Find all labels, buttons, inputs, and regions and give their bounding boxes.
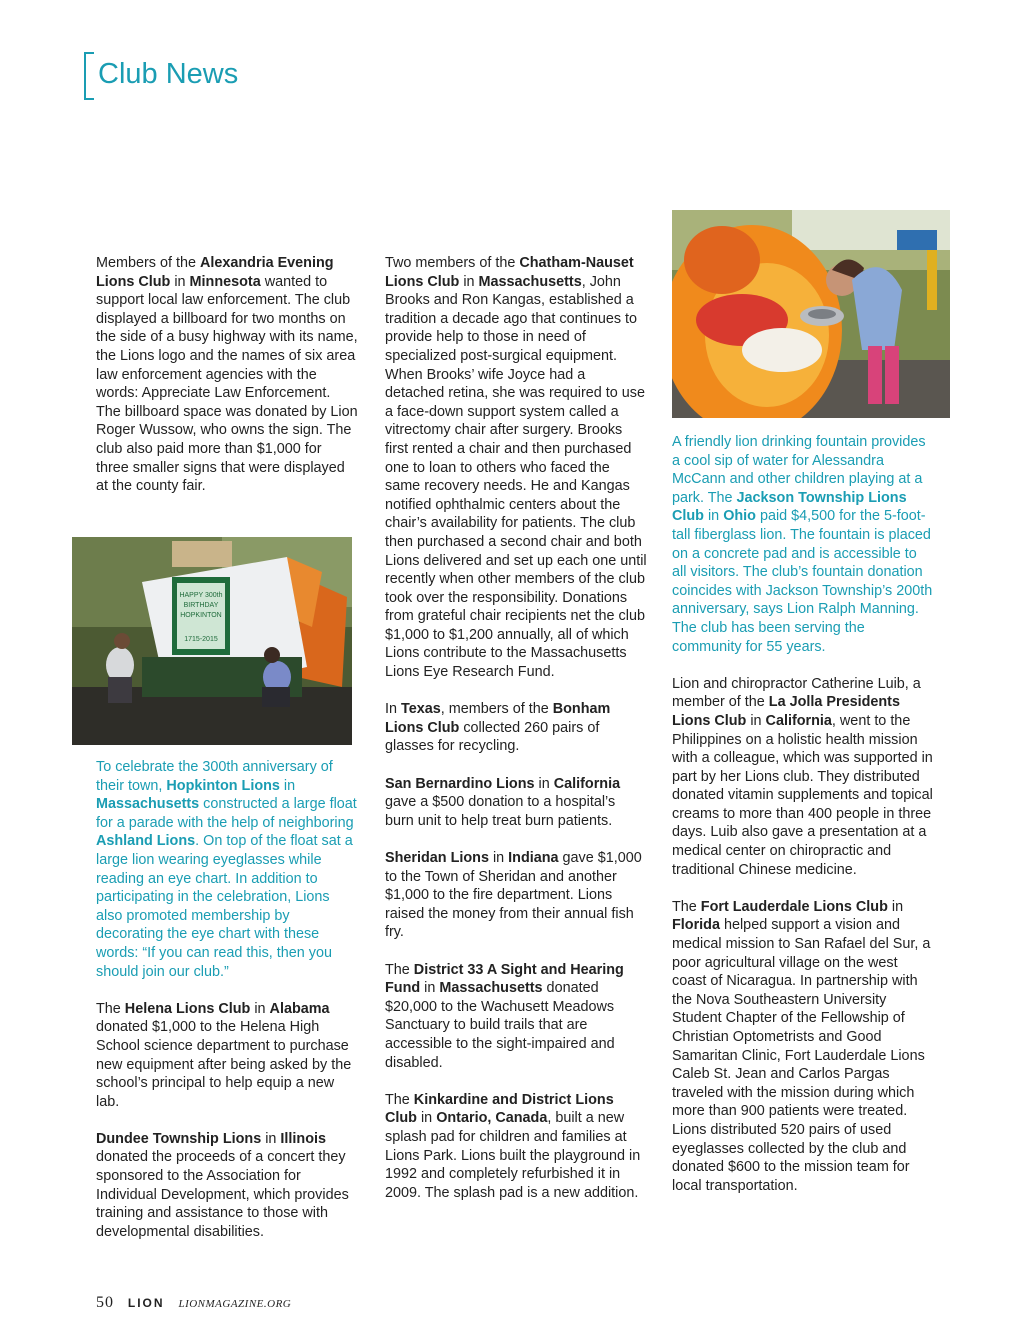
story-san-bernardino: San Bernardino Lions in California gave a $500 donation to a hospital’s burn unit to help treat burn patients. xyxy=(385,775,621,829)
header-bracket xyxy=(84,52,94,100)
page-title: Club News xyxy=(98,58,239,90)
magazine-name: LION xyxy=(127,1296,165,1310)
sign-line-2: BIRTHDAY xyxy=(183,602,219,609)
story-fort-lauderdale: The Fort Lauderdale Lions Club in Florida helped support a vision and medical mission to San Rafael del Sur, a poor agricultural village on the west coast of Nicaragua. In partnership with the Nova Southeastern University Student Chapter of the Fellowship of Christian Optometrists and Good Samaritan Clinic, Fort Lauderdale Lions Caleb St. Jean and Carlos Pargas traveled with the mission during which more than 900 patients were treated. Lions distributed 520 pairs of used eyeglasses collected by the club and donated $600 to the mission team for local transportation. xyxy=(672,898,931,1194)
photo-parade-float xyxy=(72,537,352,745)
story-bonham: In Texas, members of the Bonham Lions Club collected 260 pairs of glasses for recycling. xyxy=(385,701,611,755)
story-chatham: Two members of the Chatham-Nauset Lions Club in Massachusetts, John Brooks and Ron Kangas, established a tradition a decade ago that continues to provide help to those in need of specialized post-surgical equipment. When Brooks’ wife Joyce had a detached retina, she was required to use a face-down support system called a vitrectomy chair after surgery. Brooks first rented a chair and then purchased one to loan to others who faced the same recovery needs. He and Kangas notified ophthalmic centers about the chair’s availability for patients. The club then purchased a second chair and both Lions delivered and set up each one until recently when other members of the club took over the responsibility. Donations from grateful chair recipients net the club $1,000 to $1,200 annually, all of which Lions contribute to the Massachusetts Lions Eye Research Fund. xyxy=(385,255,647,681)
story-district-33: The District 33 A Sight and Hearing Fund in Massachusetts donated $20,000 to the Wachusett Meadows Sanctuary to build trails that are accessible to the sight-impaired and disabled. xyxy=(385,961,624,1071)
sign-line-4: 1715-2015 xyxy=(184,636,218,643)
caption-hopkinton: To celebrate the 300th anniversary of their town, Hopkinton Lions in Massachusetts constructed a large float for a parade with the help of neighboring Ashland Lions. On top of the float sat a large lion wearing eyeglasses while reading an eye chart. In addition to participating in the celebration, Lions also promoted membership by decorating the eye chart with these words: “If you can read this, then you should join our club.” xyxy=(96,759,357,980)
magazine-url: LIONMAGAZINE.ORG xyxy=(178,1298,292,1310)
float-image xyxy=(72,537,352,745)
column-1-top xyxy=(96,254,358,514)
fountain-image xyxy=(672,210,950,418)
column-3 xyxy=(672,433,934,1214)
story-kinkardine: The Kinkardine and District Lions Club in Ontario, Canada, built a new splash pad for children and families at Lions Park. Lions built the playground in 1992 and completely refurbished it in 2009. The splash pad is a new addition. xyxy=(385,1091,641,1201)
story-dundee: Dundee Township Lions in Illinois donated the proceeds of a concert they sponsored to the Association for Individual Development, which provides training and assistance to those with developmental disabilities. xyxy=(96,1130,349,1240)
caption-jackson: A friendly lion drinking fountain provides a cool sip of water for Alessandra McCann and other children playing at a park. The Jackson Township Lions Club in Ohio paid $4,500 for the 5-foot-tall fiberglass lion. The fountain is placed on a concrete pad and is accessible to all visitors. The club’s fountain donation coincides with Jackson Township’s 200th anniversary, says Lion Ralph Manning. The club has been serving the community for 55 years. xyxy=(672,434,933,655)
sign-line-1: HAPPY 300th xyxy=(179,592,223,599)
story-alexandria: Members of the Alexandria Evening Lions Club in Minnesota wanted to support local law enforcement. The club displayed a billboard for two months on the side of a busy highway with its name, the Lions logo and the names of six area law enforcement agencies with the words: Appreciate Law Enforcement. The billboard space was donated by Lion Roger Wussow, who owns the sign. The club also paid more than $1,000 for three smaller signs that were displayed at the county fair. xyxy=(96,255,358,495)
sign-line-3: HOPKINTON xyxy=(180,612,222,619)
story-sheridan: Sheridan Lions in Indiana gave $1,000 to the Town of Sheridan and another $1,000 to the fire department. Lions raised the money from their annual fish fry. xyxy=(385,850,642,941)
story-la-jolla: Lion and chiropractor Catherine Luib, a member of the La Jolla Presidents Lions Club in California, went to the Philippines on a holistic health mission with a colleague, which was supported in part by her Lions club. They distributed donated vitamin supplements and topical creams to more than 400 people in three days. Luib also gave a presentation at a medical center on chiropractic and traditional Chinese medicine. xyxy=(672,675,933,878)
page-footer xyxy=(96,1294,291,1312)
photo-lion-fountain xyxy=(672,210,950,418)
story-helena: The Helena Lions Club in Alabama donated $1,000 to the Helena High School science department to purchase new equipment after being asked by the school’s principal to help equip a new lab. xyxy=(96,1000,352,1110)
column-2 xyxy=(385,254,647,1221)
page-number: 50 xyxy=(96,1294,114,1311)
column-1-bottom xyxy=(96,758,358,1260)
